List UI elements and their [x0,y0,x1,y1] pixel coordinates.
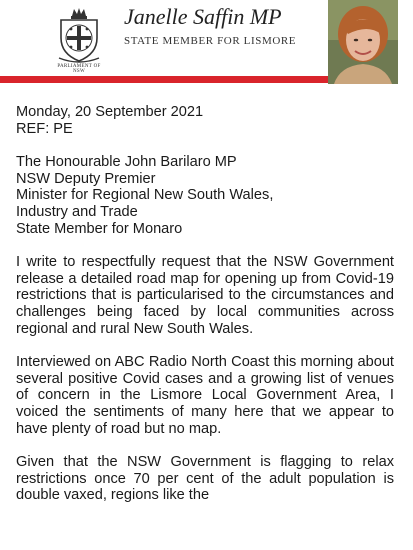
mp-name: Janelle Saffin MP [124,4,282,29]
letter-body [16,104,394,521]
letterhead [0,0,413,84]
letter-paragraph: I write to respectfully request that the NSW Government release a detailed road map for opening up from Covid-19 restrictions that is particularised to the circumstances and challenges being faced by local communities across regional and rural New South Wales. [16,254,394,337]
header-accent-rule [0,76,328,83]
recipient-line: The Honourable John Barilaro MP [16,154,237,171]
letter-ref: REF: PE [16,120,73,137]
date-ref-block [16,104,394,137]
letter-paragraph: Given that the NSW Government is flagging to relax restrictions once 70 per cent of the adult population is double vaxed, regions like the [16,454,394,504]
mp-title: STATE MEMBER FOR LISMORE [124,35,297,47]
recipient-line: Industry and Trade [16,203,138,220]
letter-date: Monday, 20 September 2021 [16,104,204,120]
recipient-line: Minister for Regional New South Wales, [16,187,274,204]
mp-portrait-photo [328,0,398,84]
letter-paragraph: Interviewed on ABC Radio North Coast this morning about several positive Covid cases and a growing list of venues of concern in the Lismore Local Government Area, I voiced the sentiments of many here that we appear to have plenty of road but no map. [16,354,394,437]
parliament-crest-icon [55,6,103,64]
crest-label: PARLIAMENT OF NSW [57,64,101,74]
recipient-line: State Member for Monaro [16,220,183,237]
portrait-image [328,0,398,84]
recipient-address [16,154,394,237]
recipient-line: NSW Deputy Premier [16,170,156,187]
